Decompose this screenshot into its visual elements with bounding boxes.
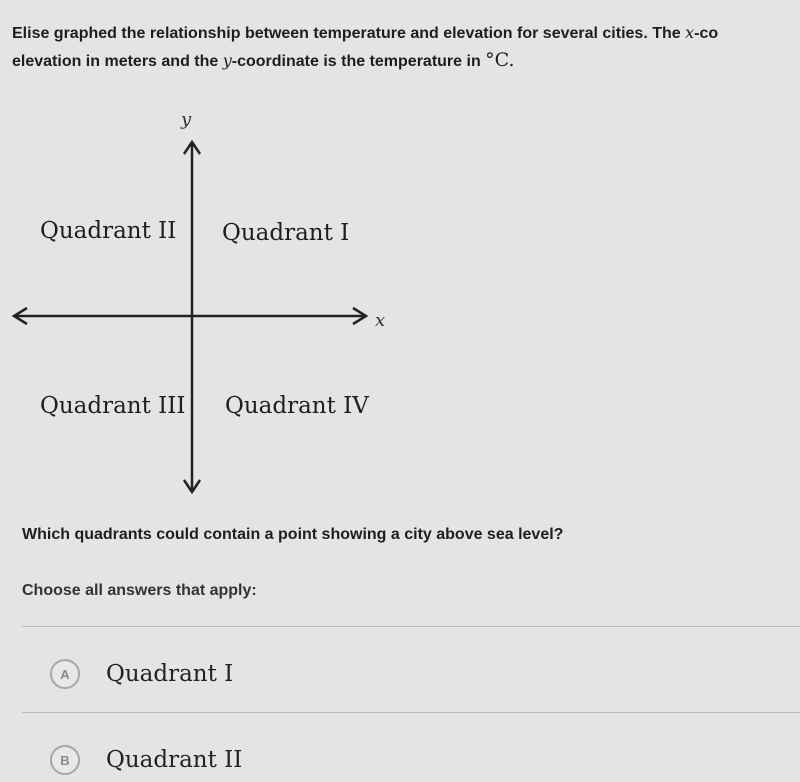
choice-a-letter-circle[interactable]: A — [50, 659, 80, 689]
choice-b[interactable] — [50, 742, 750, 778]
choice-a[interactable] — [50, 656, 750, 692]
x-variable: x — [685, 23, 695, 42]
divider — [22, 626, 800, 627]
y-variable: y — [222, 51, 232, 70]
choice-a-label: Quadrant I — [106, 661, 234, 687]
quadrant-4-label: Quadrant IV — [225, 393, 369, 419]
quadrant-graph — [0, 100, 420, 500]
x-axis-label: x — [375, 310, 386, 331]
question-text: Which quadrants could contain a point showing a city above sea level? — [22, 526, 564, 543]
prompt-text: elevation in meters and the — [12, 53, 223, 70]
prompt-line-2 — [12, 47, 800, 75]
instruction-text: Choose all answers that apply: — [22, 582, 257, 599]
quadrant-1-label: Quadrant I — [222, 220, 350, 246]
prompt-text-cutoff: -co — [694, 25, 719, 42]
divider — [22, 712, 800, 713]
prompt-text: Elise graphed the relationship between temperature and elevation for several cities. The — [12, 25, 686, 42]
prompt-text: -coordinate is the temperature in — [231, 53, 486, 70]
prompt-line-1 — [12, 20, 800, 47]
choice-b-letter-circle[interactable]: B — [50, 745, 80, 775]
choice-b-label: Quadrant II — [106, 747, 243, 773]
y-axis-label: y — [181, 109, 192, 130]
quadrant-2-label: Quadrant II — [40, 218, 177, 244]
quadrant-3-label: Quadrant III — [40, 393, 186, 419]
problem-prompt — [12, 20, 800, 75]
temperature-unit: °C. — [485, 49, 515, 71]
